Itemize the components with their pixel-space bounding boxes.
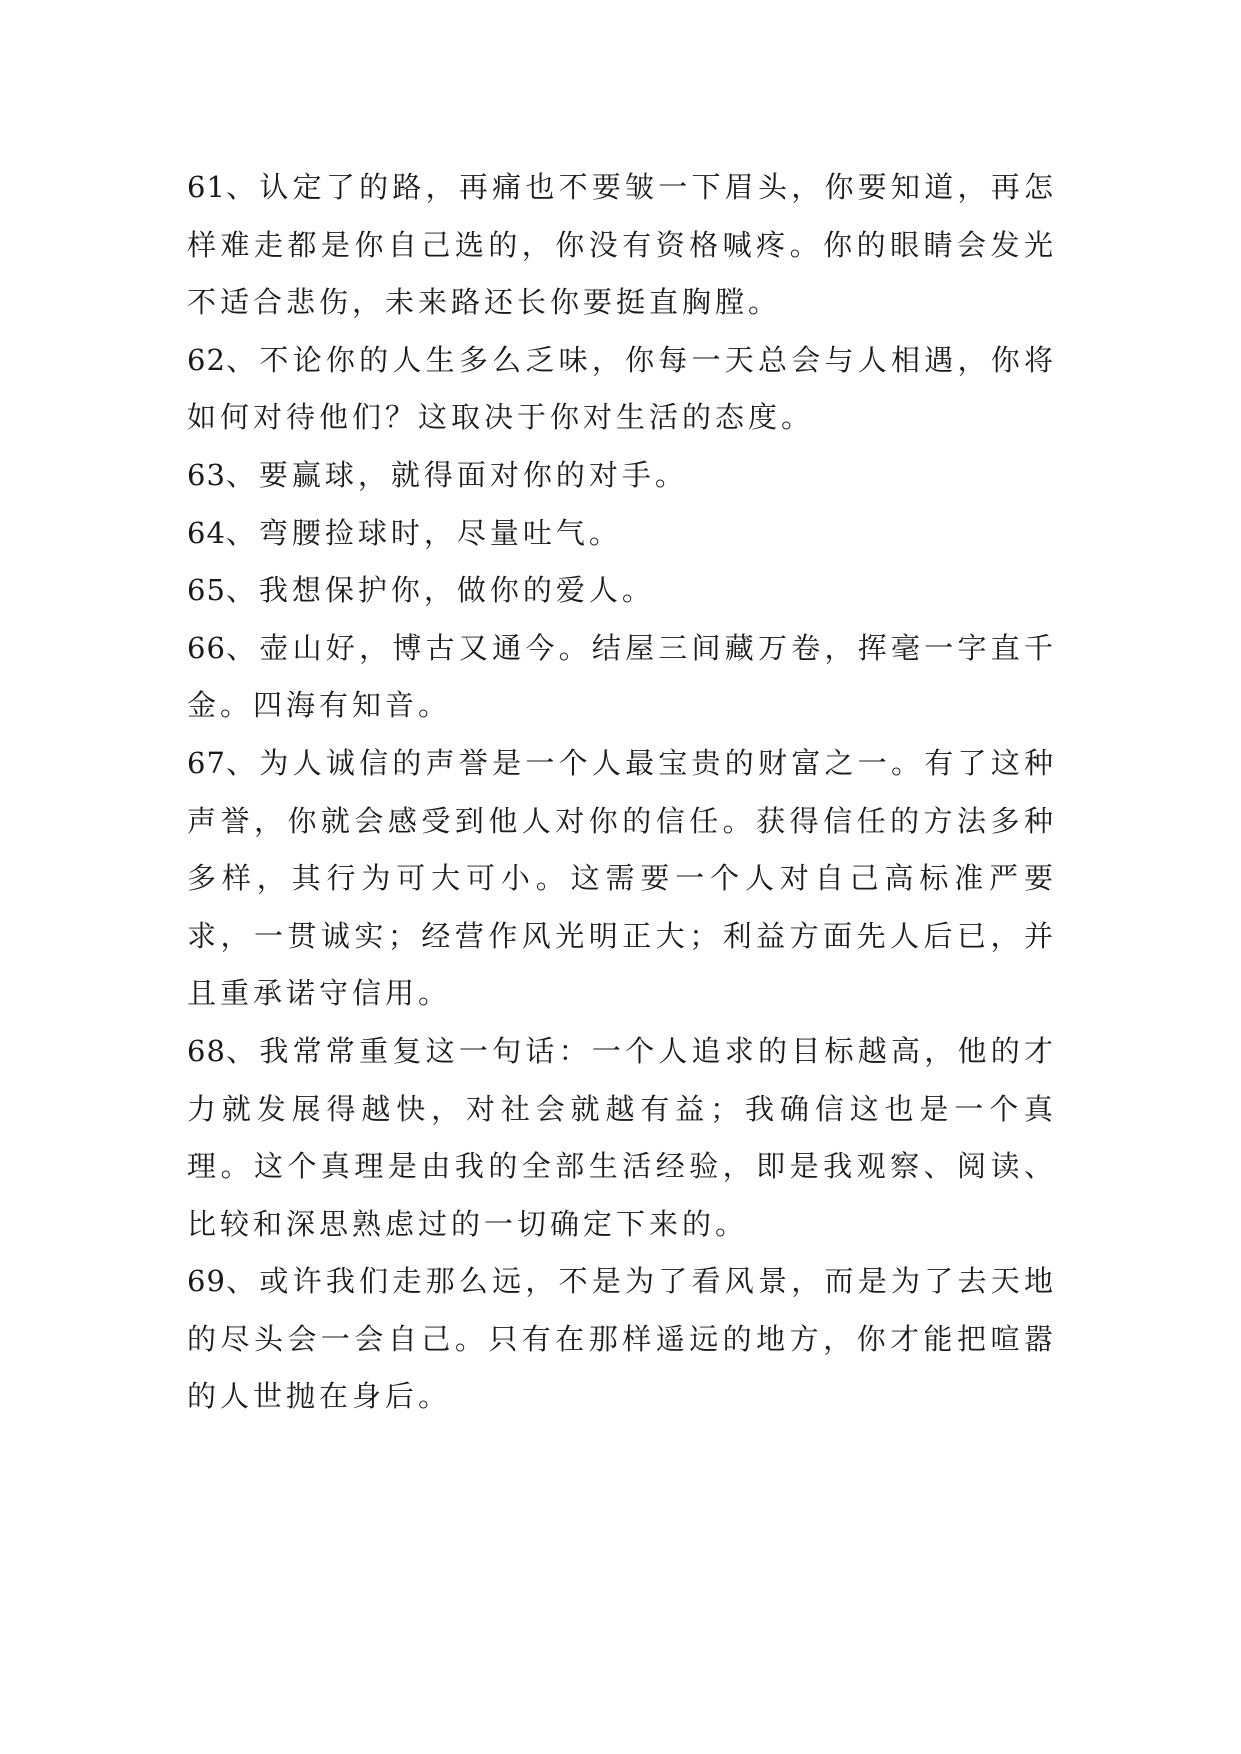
paragraph-text: 、我想保护你，做你的爱人。 bbox=[225, 573, 655, 608]
paragraph-number: 64 bbox=[187, 515, 226, 550]
document-body bbox=[187, 159, 1057, 1426]
paragraph-69 bbox=[187, 1253, 1057, 1426]
paragraph-number: 65 bbox=[187, 573, 226, 608]
paragraph-67 bbox=[187, 735, 1057, 1023]
paragraph-number: 68 bbox=[187, 1033, 226, 1068]
paragraph-number: 63 bbox=[187, 457, 226, 492]
paragraph-number: 61 bbox=[187, 170, 226, 204]
paragraph-text: 、我常常重复这一句话：一个人追求的目标越高，他的才力就发展得越快，对社会就越有益；我确信这也是一个真理。这个真理是由我的全部生活经验，即是我观察、阅读、比较和深思熟虑过的一切确定下来的。 bbox=[187, 1033, 1057, 1241]
paragraph-61 bbox=[187, 159, 1057, 332]
paragraph-66 bbox=[187, 620, 1057, 735]
paragraph-text: 、为人诚信的声誉是一个人最宝贵的财富之一。有了这种声誉，你就会感受到他人对你的信任。获得信任的方法多种多样，其行为可大可小。这需要一个人对自己高标准严要求，一贯诚实；经营作风光明正大；利益方面先人后已，并且重承诺守信用。 bbox=[187, 745, 1057, 1011]
paragraph-65 bbox=[187, 562, 1057, 620]
paragraph-number: 66 bbox=[187, 630, 226, 665]
paragraph-text: 、不论你的人生多么乏味，你每一天总会与人相遇，你将如何对待他们？这取决于你对生活的态度。 bbox=[187, 342, 1057, 435]
paragraph-number: 62 bbox=[187, 342, 226, 377]
paragraph-text: 、认定了的路，再痛也不要皱一下眉头，你要知道，再怎样难走都是你自己选的，你没有资格喊疼。你的眼睛会发光不适合悲伤，未来路还长你要挺直胸膛。 bbox=[187, 170, 1057, 320]
paragraph-text: 、或许我们走那么远，不是为了看风景，而是为了去天地的尽头会一会自己。只有在那样遥远的地方，你才能把喧嚣的人世抛在身后。 bbox=[187, 1264, 1057, 1414]
paragraph-text: 、壶山好，博古又通今。结屋三间藏万卷，挥毫一字直千金。四海有知音。 bbox=[187, 630, 1057, 723]
paragraph-number: 69 bbox=[187, 1264, 226, 1299]
paragraph-text: 、要赢球，就得面对你的对手。 bbox=[225, 457, 688, 492]
paragraph-64 bbox=[187, 505, 1057, 563]
paragraph-68 bbox=[187, 1023, 1057, 1253]
paragraph-63 bbox=[187, 447, 1057, 505]
paragraph-number: 67 bbox=[187, 745, 226, 780]
paragraph-text: 、弯腰捡球时，尽量吐气。 bbox=[225, 515, 622, 550]
paragraph-62 bbox=[187, 332, 1057, 447]
